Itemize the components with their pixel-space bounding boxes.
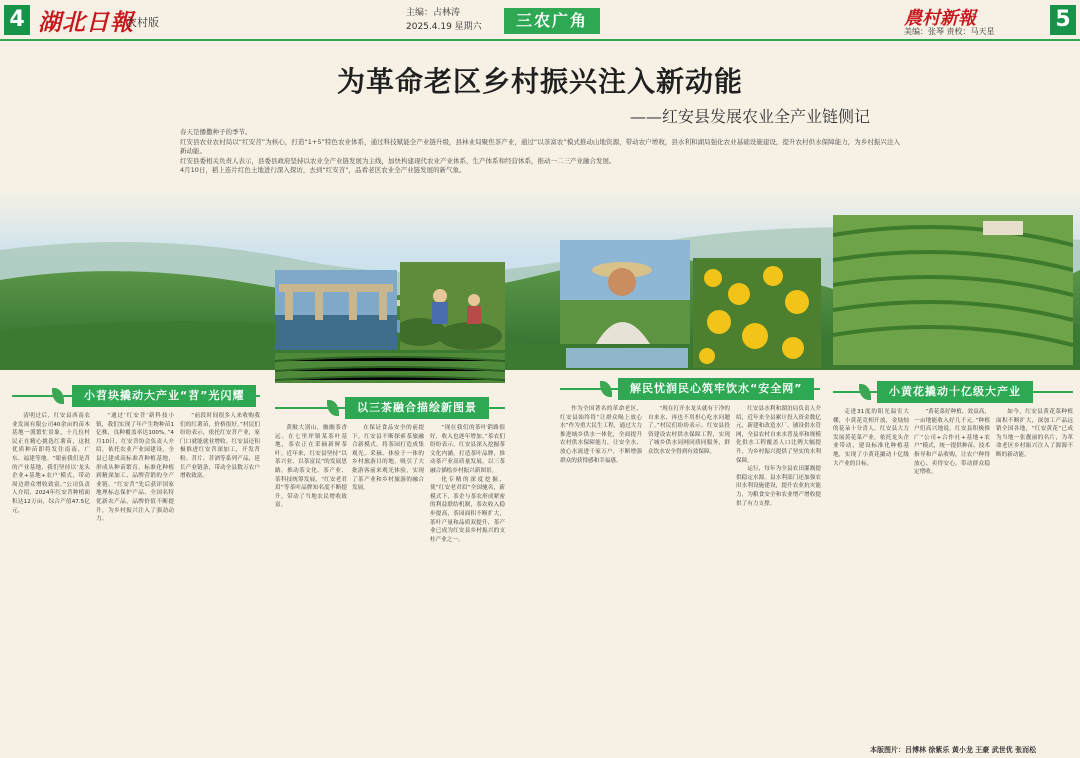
- body-paragraph: 化专精的深度挖掘，使“红安老君眉”全国驰名，新模式下，茶企与茶农形成紧密的利益联结机制，茶农收入稳步提高，茶园面积不断扩大，茶叶产量和品质双提升，茶产业已成为红安县乡村振兴的支柱产业之一。: [430, 476, 505, 543]
- tea-picking-photo: [400, 262, 505, 350]
- body-paragraph: 走进31度的阳光温室大棚，小黄花竞相开放，金灿灿的花朵十分喜人。红安县大力发展黄花菜产业，依托龙头企业带动，建设标准化种植基地，实现了小黄花撬动十亿级大产业的目标。: [833, 409, 909, 467]
- body-paragraph: “前段时间很多人来收购我们的红薯苗，价格很好。”村民们纷纷表示，依托红安苕产业，家门口就能就业增收。红安县还积极推进红安苕深加工，开发苕粉、苕片、苕酒等系列产品，延长产业链条，带动全县数万农户增收致富。: [180, 413, 260, 480]
- body-column: [12, 412, 90, 742]
- stone-gate-photo: [275, 270, 397, 350]
- body-paragraph: 黄陂大别山，幽幽茶香远。在七里坪镇某茶叶基地，茶农正在采摘新鲜茶叶。近年来，红安县坚持“以茶兴业、以茶富民”的发展思路，推动茶文化、茶产业、茶科技统筹发展，“红安老君眉”等茶叶品牌知名度不断提升，带动了当地农民增收致富。: [275, 425, 347, 509]
- paper-name: 湖北日報: [38, 9, 134, 36]
- leaf-icon: [600, 381, 612, 397]
- body-paragraph: “现在我们的茶叶销路很好，收入也逐年增加。”茶农们纷纷表示。红安县深入挖掘茶文化内涵，打造茶叶品牌，推动茶产业高质量发展，以三茶融合描绘乡村振兴新图景。: [430, 425, 505, 474]
- water-plant-photo: [566, 348, 688, 368]
- paper-name-right: 農村新報: [904, 8, 976, 29]
- yellow-flower-photo: [693, 258, 821, 368]
- section-header-2: [275, 397, 505, 419]
- body-column: [648, 405, 730, 743]
- subheadline: ——红安县发展农业全产业链侧记: [629, 107, 870, 126]
- body-paragraph: “黄花菜好种植、效益高，一亩地能收入好几千元。”种植户们高兴地说。红安县积极推广“公司+合作社+基地+农户”模式，统一提供种苗、技术指导和产品收购，让农户种得放心、卖得安心，带动群众稳定增收。: [914, 409, 990, 476]
- section-header-3: [560, 378, 820, 400]
- section-title: 小黄花撬动十亿级大产业: [877, 381, 1033, 403]
- leaf-icon: [327, 400, 339, 416]
- editor-line: 主编：占林涛: [406, 8, 461, 18]
- leaf-icon: [859, 384, 871, 400]
- masthead: [0, 0, 1080, 40]
- edition-label: 农村版: [126, 16, 159, 29]
- body-column: [736, 405, 821, 743]
- masthead-rule: [0, 39, 1080, 41]
- issue-meta: [406, 6, 482, 34]
- deck-paragraph: 春天是播撒种子的季节。: [180, 128, 252, 136]
- body-column: [180, 412, 260, 742]
- date-line: 2025.4.19 星期六: [406, 22, 482, 32]
- deck: [180, 128, 900, 176]
- body-column: [560, 405, 642, 743]
- body-paragraph: 如今，红安县黄花菜种植面积不断扩大，深加工产品远销全国各地，“红安黄花”已成为当地一张靓丽的名片，为革命老区乡村振兴注入了源源不断的新动能。: [996, 409, 1073, 458]
- body-paragraph: “通过‘红安苕’新科技小镇，我们实现了年产生物种苗1亿株，良种覆盖率达100%。”4月10日，红安苕协会负责人介绍，依托农业产业园建设，全县已建成高标准苕种植基地，形成从种苗繁育、标准化种植到精深加工、品牌营销的全产业链。“红安苕”先后获评国家地理标志保护产品、全国名特优新农产品，品牌价值不断提升，为乡村振兴注入了强劲动力。: [96, 413, 174, 523]
- body-column: [275, 424, 347, 742]
- deck-paragraph: 红安县农业农村局以“红安苕”为核心，打造“1+5”特色农业体系，通过科技赋能全产业链升级，县林业局聚焦茶产业，通过“以茶富农”模式推动山地资源，带动农户增收，县水利和湖局强化农业基础设施建设，提升农村供水保障能力，为乡村振兴注入新动能。: [180, 137, 900, 155]
- tea-garden-photo: [275, 353, 505, 383]
- body-column: [996, 408, 1073, 738]
- body-column: [352, 424, 424, 742]
- leaf-icon: [52, 388, 64, 404]
- body-paragraph: 在保证食品安全的前提下，红安县不断探索茶旅融合新模式，将茶园打造成集观光、采摘、体验于一体的乡村旅游目的地，吸引了大批游客前来观光体验，实现了茶产业和乡村旅游的融合发展。: [352, 425, 424, 492]
- body-column: [430, 424, 505, 742]
- body-paragraph: “现在打开水龙头就有干净的自来水，再也不用担心吃水问题了。”村民们纷纷表示。红安县投资建设农村供水保障工程，实现了城乡供水同网同质同服务，群众饮水安全得到有效保障。: [648, 406, 730, 455]
- section-header-4: [833, 381, 1073, 403]
- terraced-field-photo: [833, 215, 1073, 365]
- editor-right: 美编：张琴 责校：马天星: [904, 27, 995, 36]
- section-tag: 三农广角: [504, 8, 600, 34]
- body-paragraph: 作为全国著名的革命老区，红安县始终将“让群众喝上放心水”作为重大民生工程，通过大力推进城乡供水一体化，全面提升农村供水保障能力，让安全水、放心水流进千家万户，不断增强群众的获得感和幸福感。: [560, 406, 642, 464]
- page-number-left: 4: [4, 5, 30, 35]
- body-column: [833, 408, 909, 738]
- headline: 为革命老区乡村振兴注入新动能: [336, 65, 743, 98]
- body-paragraph: 运行，每年为全县农田灌溉提供稳定水源。县水利部门还加强农田水利设施建设，提升农业抗灾能力，为粮食安全和农业增产增收提供了有力支撑。: [736, 466, 821, 507]
- section-title: 以三茶融合描绘新图景: [345, 397, 489, 419]
- page-number-right: 5: [1050, 5, 1076, 35]
- section-header-1: [12, 385, 260, 407]
- deck-paragraph: 4月10日，稻上连片红色土地进行深入探访，去到“红安苕”，品看老区农业全产业链发展的新气象。: [180, 166, 466, 174]
- deck-paragraph: 红安县委相关负责人表示，县委县政府坚持以农业全产业链发展为主线，加快构建现代农业产业体系、生产体系和经营体系，推动一二三产业融合发展。: [180, 156, 616, 165]
- farmer-portrait-photo: [560, 240, 690, 344]
- body-column: [914, 408, 990, 738]
- body-paragraph: 清明过后，红安县西南农业发展有限公司40余亩的苗木基地一派繁忙景象，十几位村民正在精心挑选红薯苗，这批优质种苗即将发往南南、广东、福建等地。“眼前我们是苕的产业基地，我们坚持以‘龙头企业+基地+农户’模式，带动周边群众增收致富。”公司负责人介绍，2024年红安苕种植面积达12万亩，综合产值47.5亿元。: [12, 413, 90, 514]
- section-title: 小苕块撬动大产业“苕”光闪耀: [72, 385, 256, 407]
- section-title: 解民忧润民心筑牢饮水“安全网”: [618, 378, 814, 400]
- photo-credits: 本版图片：吕博林 徐紫乐 黄小龙 王豪 武世优 张而松: [870, 746, 1037, 754]
- body-paragraph: 红安县水利和湖泊局负责人介绍，近年来全县累计投入资金数亿元，新建和改造水厂、铺设供水管网，全县农村自来水普及率和规模化供水工程覆盖人口比例大幅提升，为乡村振兴提供了坚实的水利保障。: [736, 406, 821, 464]
- body-column: [96, 412, 174, 742]
